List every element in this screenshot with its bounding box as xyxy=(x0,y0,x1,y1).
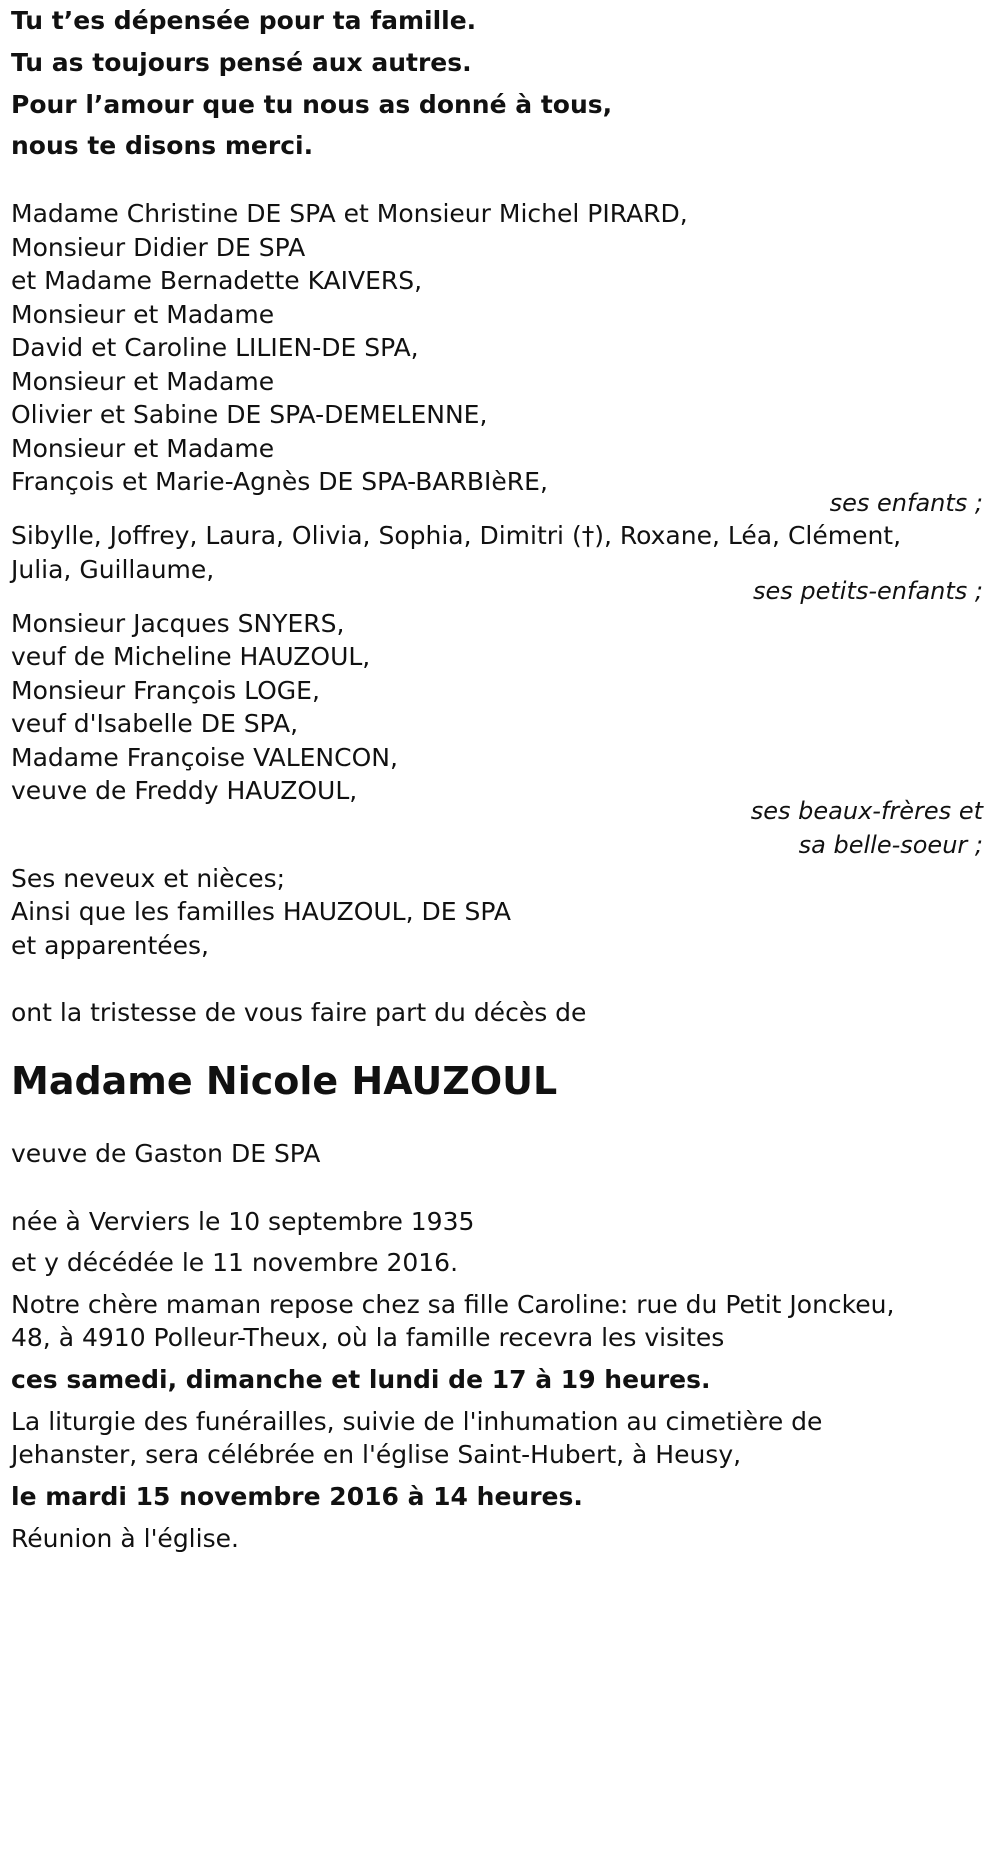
in-laws-line: veuf de Micheline HAUZOUL, xyxy=(11,642,371,671)
poem-line: Tu as toujours pensé aux autres. xyxy=(11,48,472,77)
grandchildren-line: Sibylle, Joffrey, Laura, Olivia, Sophia, Dimitri (†), Roxane, Léa, Clément, xyxy=(11,521,902,550)
poem-line: Tu t’es dépensée pour ta famille. xyxy=(11,6,477,35)
grandchildren-label: ses petits-enfants ; xyxy=(752,577,983,605)
liturgy-line: La liturgie des funérailles, suivie de l'inhumation au cimetière de xyxy=(11,1407,823,1436)
visit-hours: ces samedi, dimanche et lundi de 17 à 19 heures. xyxy=(11,1365,711,1394)
poem-line: nous te disons merci. xyxy=(11,131,314,160)
children-label: ses enfants ; xyxy=(829,489,983,517)
in-laws-line: Madame Françoise VALENCON, xyxy=(11,743,398,772)
death-info: et y décédée le 11 novembre 2016. xyxy=(11,1248,459,1277)
children-line: François et Marie-Agnès DE SPA-BARBIèRE, xyxy=(11,467,548,496)
in-laws-line: Monsieur Jacques SNYERS, xyxy=(11,609,345,638)
repose-line: Notre chère maman repose chez sa fille Caroline: rue du Petit Jonckeu, xyxy=(11,1290,895,1319)
repose-line: 48, à 4910 Polleur-Theux, où la famille recevra les visites xyxy=(11,1323,725,1352)
children-line: Monsieur Didier DE SPA xyxy=(11,233,306,262)
children-line: Monsieur et Madame xyxy=(11,300,275,329)
in-laws-label: ses beaux-frères et xyxy=(750,797,983,825)
meeting-info: Réunion à l'église. xyxy=(11,1524,239,1553)
deceased-name: Madame Nicole HAUZOUL xyxy=(11,1059,558,1103)
children-line: David et Caroline LILIEN-DE SPA, xyxy=(11,333,419,362)
announcement: ont la tristesse de vous faire part du décès de xyxy=(11,998,587,1027)
others-line: Ainsi que les familles HAUZOUL, DE SPA xyxy=(11,897,511,926)
children-line: Madame Christine DE SPA et Monsieur Michel PIRARD, xyxy=(11,199,688,228)
liturgy-line: Jehanster, sera célébrée en l'église Saint-Hubert, à Heusy, xyxy=(11,1440,742,1469)
in-laws-line: Monsieur François LOGE, xyxy=(11,676,320,705)
widow-of: veuve de Gaston DE SPA xyxy=(11,1139,321,1168)
children-line: Monsieur et Madame xyxy=(11,434,275,463)
others-line: et apparentées, xyxy=(11,931,209,960)
in-laws-line: veuve de Freddy HAUZOUL, xyxy=(11,776,358,805)
children-line: et Madame Bernadette KAIVERS, xyxy=(11,266,423,295)
poem-line: Pour l’amour que tu nous as donné à tous, xyxy=(11,90,613,119)
in-laws-line: veuf d'Isabelle DE SPA, xyxy=(11,709,299,738)
in-laws-label: sa belle-soeur ; xyxy=(798,831,983,859)
children-line: Monsieur et Madame xyxy=(11,367,275,396)
grandchildren-line: Julia, Guillaume, xyxy=(11,555,215,584)
children-line: Olivier et Sabine DE SPA-DEMELENNE, xyxy=(11,400,488,429)
others-line: Ses neveux et nièces; xyxy=(11,864,286,893)
funeral-date: le mardi 15 novembre 2016 à 14 heures. xyxy=(11,1482,583,1511)
birth-info: née à Verviers le 10 septembre 1935 xyxy=(11,1207,475,1236)
